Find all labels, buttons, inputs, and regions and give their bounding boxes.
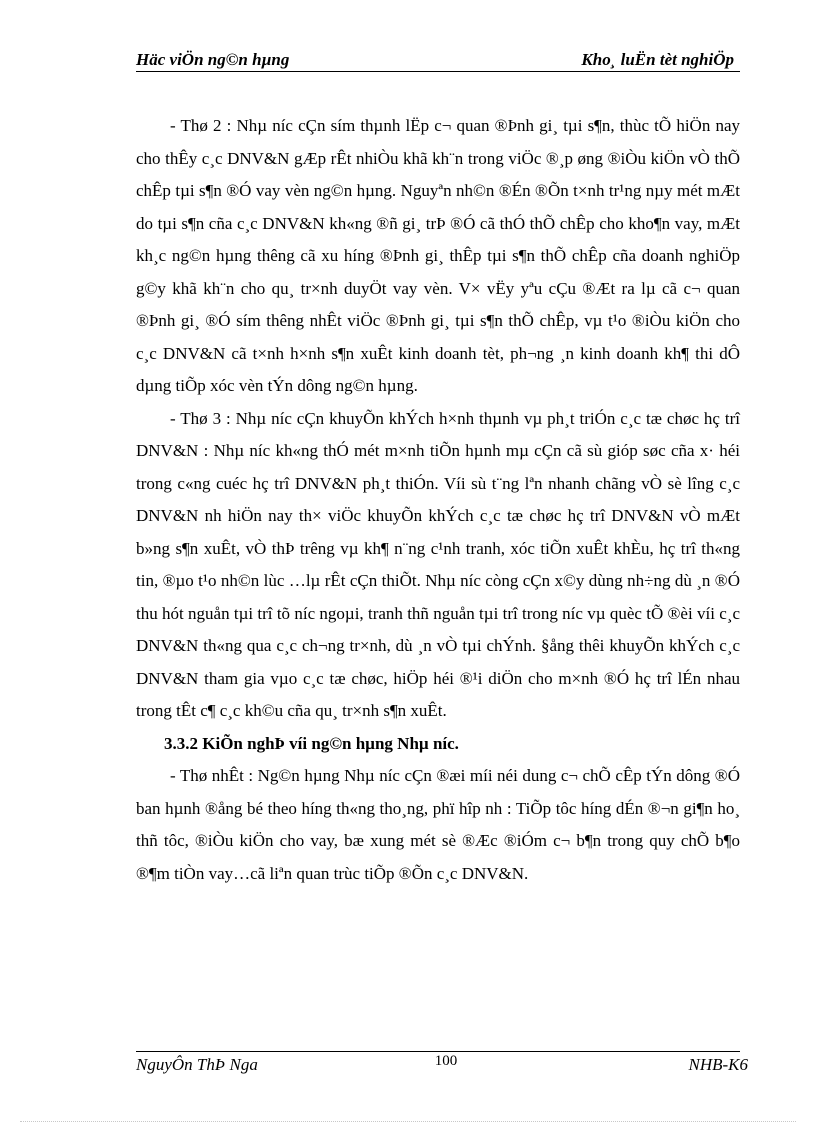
- document-body: [136, 110, 740, 890]
- header-institution: Häc viÖn ng©n hµng: [136, 50, 290, 69]
- paragraph-point-3: - Thø 3 : Nhµ níc cÇn khuyÕn khÝch h×nh thµnh vµ ph¸t triÓn c¸c tæ chøc hç trî DNV&N : Nhµ níc kh«ng thÓ mét m×nh tiÕn hµnh mµ cÇn cã sù gióp søc cña x· héi trong c«ng cuéc hç trî DNV&N ph¸t thiÓn. Víi sù t¨ng lªn nhanh chãng vÒ sè lîng c¸c DNV&N nh hiÖn nay th× viÖc khuyÕn khÝch c¸c tæ chøc hç trî DNV&N vÒ mÆt b»ng s¶n xuÊt, vÒ thÞ trêng vµ kh¶ n¨ng c¹nh tranh, xóc tiÕn xuÊt khÈu, hç trî th«ng tin, ®µo t¹o nh©n lùc …lµ rÊt cÇn thiÕt. Nhµ níc còng cÇn x©y dùng nh÷ng dù ¸n ®Ó thu hót nguån tµi trî tõ níc ngoµi, tranh thñ nguån tµi trî trong níc vµ quèc tÕ ®èi víi c¸c DNV&N th«ng qua c¸c ch¬ng tr×nh, dù ¸n vÒ tµi chÝnh. §ång thêi khuyÕn khÝch c¸c DNV&N tham gia vµo c¸c tæ chøc, hiÖp héi ®¹i diÖn cho m×nh ®Ó hç trî lÉn nhau trong tÊt c¶ c¸c kh©u cña qu¸ tr×nh s¶n xuÊt.: [136, 408, 740, 720]
- paragraph-section-first: - Thø nhÊt : Ng©n hµng Nhµ níc cÇn ®æi míi néi dung c¬ chÕ cÊp tÝn dông ®Ó ban hµnh ®ång bé theo híng th«ng tho¸ng, phï hîp nh : TiÕp tôc híng dÉn ®¬n gi¶n ho¸ thñ tôc, ®iÒu kiÖn cho vay, bæ xung mét sè ®Æc ®iÓm c¬ b¶n trong quy chÕ b¶o ®¶m tiÒn vay…cã liªn quan trùc tiÕp ®Õn c¸c DNV&N.: [136, 766, 740, 883]
- footer-author: NguyÔn ThÞ Nga: [136, 1055, 258, 1074]
- header-document-type: Kho¸ luËn tèt nghiÖp: [581, 50, 734, 69]
- page-edge-divider: [20, 1121, 796, 1122]
- header-divider: [136, 71, 740, 72]
- section-heading: 3.3.2 KiÕn nghÞ víi ng©n hµng Nhµ níc.: [164, 733, 459, 753]
- footer-class-code: NHB-K6: [688, 1055, 748, 1074]
- page-number: 100: [434, 1053, 458, 1069]
- paragraph-point-2: - Thø 2 : Nhµ níc cÇn sím thµnh lËp c¬ quan ®Þnh gi¸ tµi s¶n, thùc tÕ hiÖn nay cho thÊy c¸c DNV&N gÆp rÊt nhiÒu khã kh¨n trong viÖc ®¸p øng ®iÒu kiÖn vÒ thÕ chÊp tµi s¶n ®Ó vay vèn ng©n hµng. Nguyªn nh©n ®Én ®Õn t×nh tr¹ng nµy mét mÆt do tµi s¶n cña c¸c DNV&N kh«ng ®ñ gi¸ trÞ ®Ó cã thÓ thÕ chÊp cho kho¶n vay, mÆt kh¸c ng©n hµng thêng cã xu híng ®Þnh gi¸ thÊp tµi s¶n thÕ chÊp cña doanh nghiÖp g©y khã kh¨n cho qu¸ tr×nh duyÖt vay vèn. V× vËy yªu cÇu ®Æt ra lµ cã c¬ quan ®Þnh gi¸ ®Ó sím thêng nhÊt viÖc ®Þnh gi¸ tµi s¶n thÕ chÊp, vµ t¹o ®iÒu kiÖn cho c¸c DNV&N cã t×nh h×nh s¶n xuÊt kinh doanh tèt, ph¬ng ¸n kinh doanh kh¶ thi dÔ dµng tiÕp xóc vèn tÝn dông ng©n hµng.: [136, 116, 740, 395]
- footer-divider: [136, 1051, 740, 1052]
